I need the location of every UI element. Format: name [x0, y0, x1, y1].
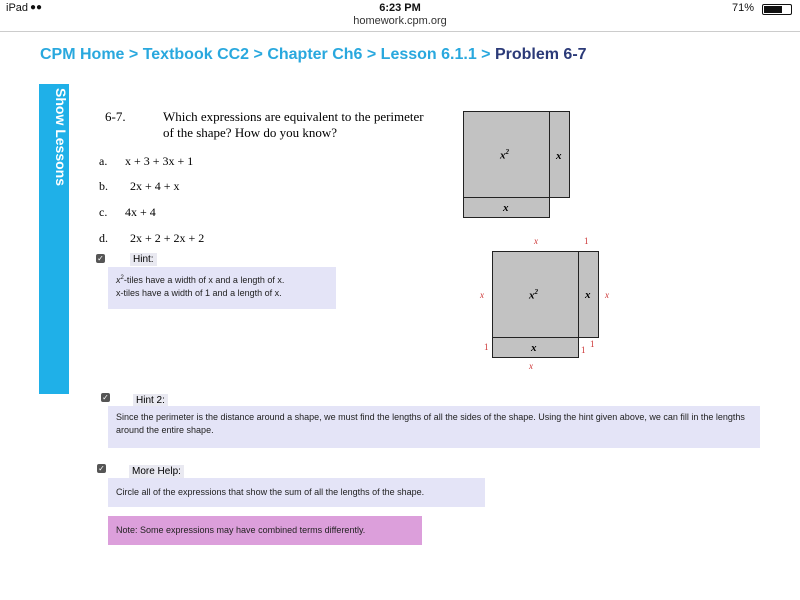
- hint-var: x: [116, 275, 121, 285]
- hint-box: [108, 267, 336, 309]
- option-letter: c.: [99, 205, 108, 219]
- hint-exponent: 2: [120, 275, 124, 281]
- breadcrumb-lesson[interactable]: Lesson 6.1.1: [380, 46, 477, 63]
- hint-line-1: [116, 272, 328, 287]
- hint2-checkbox[interactable]: ✓: [102, 393, 109, 402]
- x-tile-label: x: [503, 202, 509, 214]
- option-expression: x + 3 + 3x + 1: [125, 154, 194, 168]
- hint-line-1-text: -tiles have a width of x and a length of x.: [123, 275, 285, 285]
- side-length-label: 1: [484, 342, 489, 352]
- breadcrumb-current: Problem 6-7: [494, 46, 587, 63]
- wifi-icon: ●●: [30, 2, 43, 13]
- hint-checkbox[interactable]: ✓: [97, 254, 104, 263]
- address-bar[interactable]: homework.cpm.org: [353, 15, 447, 27]
- side-length-label: x: [534, 236, 538, 246]
- side-length-label: 1: [584, 236, 589, 246]
- note-box: Note: Some expressions may have combined terms differently.: [108, 516, 422, 545]
- show-lessons-tab[interactable]: [39, 84, 69, 394]
- problem-question: Which expressions are equivalent to the perimeter of the shape? How do you know?: [163, 109, 424, 140]
- x-squared-label: $x^2$: [529, 288, 538, 302]
- breadcrumb-separator: >: [476, 46, 495, 63]
- hint2-box: Since the perimeter is the distance around a shape, we must find the lengths of all the sides of the shape. Using the hint given above, we can fill in the lengths around the entire shape.: [108, 406, 760, 448]
- option-expression: 2x + 2 + 2x + 2: [130, 231, 205, 245]
- hint-label[interactable]: Hint:: [130, 253, 157, 266]
- option-letter: d.: [99, 231, 108, 245]
- option-expression: 4x + 4: [125, 205, 156, 219]
- breadcrumb: [40, 46, 587, 64]
- breadcrumb-separator: >: [124, 46, 143, 63]
- toolbar-divider: [0, 31, 800, 32]
- breadcrumb-textbook[interactable]: Textbook CC2: [142, 46, 250, 63]
- status-bar: [0, 0, 800, 16]
- hint2-label[interactable]: Hint 2:: [133, 394, 168, 407]
- battery-level: [764, 6, 782, 13]
- battery-icon: [762, 4, 792, 15]
- problem-number: 6-7.: [105, 109, 126, 124]
- clock: 6:23 PM: [379, 2, 421, 14]
- battery-percent: 71%: [731, 2, 754, 14]
- side-length-label: 1: [590, 339, 595, 349]
- hint-line-2: x-tiles have a width of 1 and a length of x.: [116, 288, 282, 298]
- x-squared-label: $x^2$: [500, 148, 509, 162]
- more-help-label[interactable]: More Help:: [129, 465, 184, 478]
- breadcrumb-cpm-home[interactable]: CPM Home: [40, 46, 125, 63]
- x-tile-label: x: [556, 150, 562, 162]
- side-length-label: x: [529, 361, 533, 371]
- show-lessons-label: Show Lessons: [53, 88, 69, 187]
- device-name: iPad: [6, 2, 29, 14]
- more-help-checkbox[interactable]: ✓: [98, 464, 105, 473]
- x-tile-label: x: [585, 289, 591, 301]
- breadcrumb-separator: >: [249, 46, 268, 63]
- option-letter: a.: [99, 154, 108, 168]
- option-expression: 2x + 4 + x: [130, 179, 180, 193]
- option-letter: b.: [99, 179, 108, 193]
- x-tile-label: x: [531, 342, 537, 354]
- side-length-label: x: [480, 290, 484, 300]
- side-length-label: 1: [581, 345, 586, 355]
- breadcrumb-separator: >: [362, 46, 381, 63]
- breadcrumb-chapter[interactable]: Chapter Ch6: [267, 46, 363, 63]
- more-help-box: Circle all of the expressions that show the sum of all the lengths of the shape.: [108, 478, 485, 507]
- side-length-label: x: [605, 290, 609, 300]
